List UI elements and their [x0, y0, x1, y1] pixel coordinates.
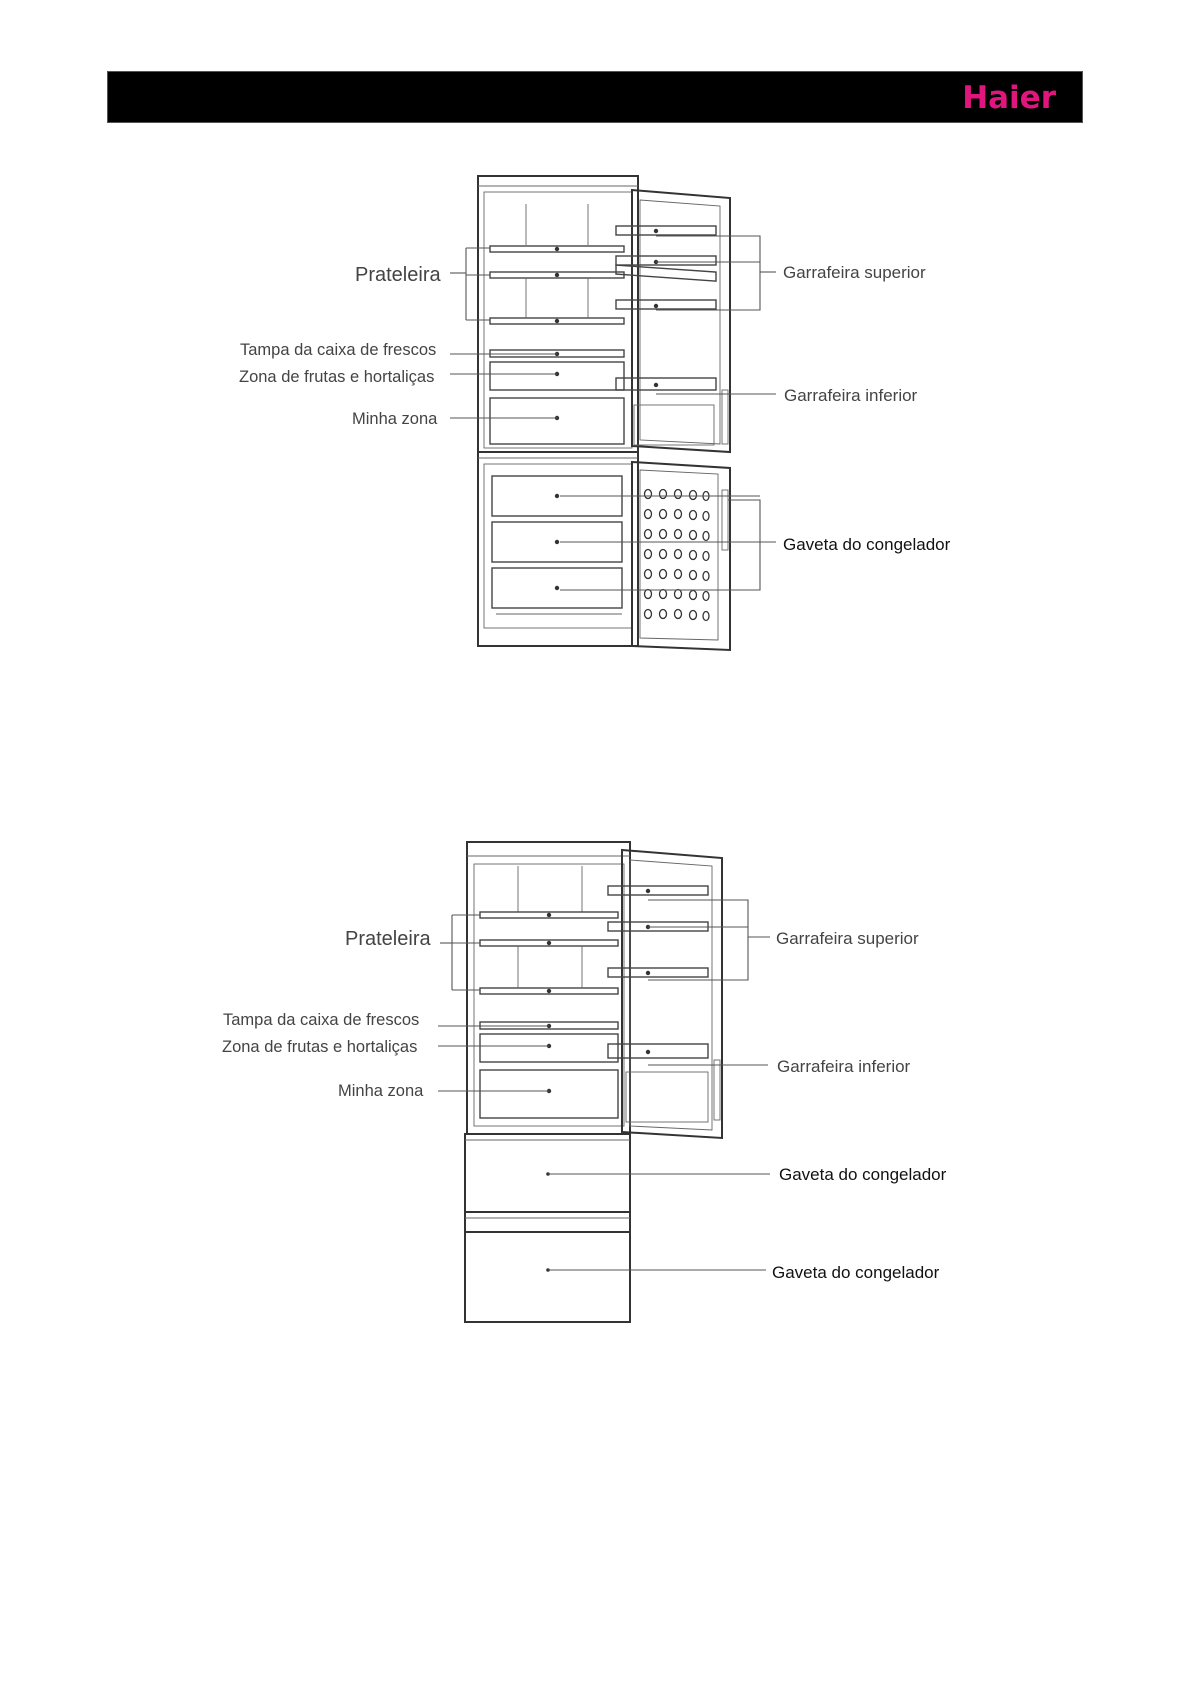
fig2-label-fruit-zone: Zona de frutas e hortaliças [222, 1038, 418, 1056]
fig2-door [622, 850, 722, 1138]
fig2-label-shelf: Prateleira [345, 928, 431, 950]
haier-logo: Haier [962, 80, 1056, 116]
figure-2-fridge [222, 842, 947, 1322]
fig2-label-crisper-cover: Tampa da caixa de frescos [223, 1011, 420, 1029]
figure-1-fridge [239, 176, 951, 650]
fig2-label-freezer-drawer-2: Gaveta do congelador [772, 1263, 940, 1282]
fig2-freezer-drawer-2 [465, 1212, 630, 1322]
fig1-upper-door [632, 190, 730, 452]
fig1-label-lower-bottle-rack: Garrafeira inferior [784, 386, 918, 405]
fig2-freezer-drawer-1 [465, 1134, 630, 1232]
fig1-label-my-zone: Minha zona [352, 410, 438, 428]
fig1-label-upper-bottle-rack: Garrafeira superior [783, 263, 926, 282]
fig2-label-upper-bottle-rack: Garrafeira superior [776, 929, 919, 948]
fig1-label-freezer-drawer: Gaveta do congelador [783, 535, 951, 554]
fig2-label-my-zone: Minha zona [338, 1082, 424, 1100]
fig1-label-fruit-zone: Zona de frutas e hortaliças [239, 368, 435, 386]
fig1-door-dimples [645, 490, 710, 621]
fig2-label-lower-bottle-rack: Garrafeira inferior [777, 1057, 911, 1076]
fig2-label-freezer-drawer-1: Gaveta do congelador [779, 1165, 947, 1184]
fig1-label-shelf: Prateleira [355, 264, 441, 286]
fig1-label-crisper-cover: Tampa da caixa de frescos [240, 341, 437, 359]
